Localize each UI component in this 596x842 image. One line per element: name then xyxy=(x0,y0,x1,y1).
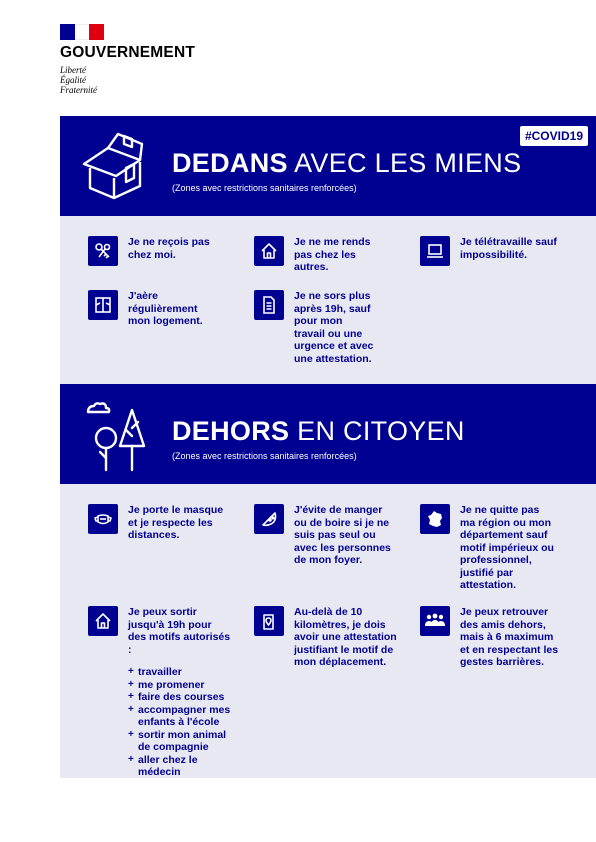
map-pin-icon xyxy=(254,606,284,636)
trees-icon xyxy=(82,400,162,474)
list-item: + accompagner mes enfants à l'école xyxy=(128,704,232,729)
hashtag-badge: #COVID19 xyxy=(520,126,588,146)
rule-item xyxy=(254,290,374,365)
government-logo xyxy=(60,24,195,95)
rule-text: J'aère régulièrement mon logement. xyxy=(128,290,203,327)
rule-text: J'évite de manger ou de boire si je ne suis pas seul ou avec les personnes de mon foyer. xyxy=(294,504,391,566)
rule-item xyxy=(254,606,398,669)
group-icon xyxy=(420,606,450,636)
house-outline-icon xyxy=(254,236,284,266)
rule-item xyxy=(420,504,554,592)
rule-text xyxy=(128,606,232,779)
section-dedans-subtitle: (Zones avec restrictions sanitaires renforcées) xyxy=(172,183,357,193)
list-item: + sortir mon animal de compagnie xyxy=(128,729,232,754)
rule-text: Je porte le masque et je respecte les distances. xyxy=(128,504,224,541)
org-name: GOUVERNEMENT xyxy=(60,44,196,61)
rule-item xyxy=(88,606,232,779)
list-item: + faire des courses xyxy=(128,691,232,704)
rule-item xyxy=(88,290,214,328)
section-dedans-header xyxy=(60,116,596,216)
rule-item xyxy=(88,236,228,266)
keys-icon xyxy=(88,236,118,266)
motto-line-3: Fraternité xyxy=(60,85,97,95)
laptop-icon xyxy=(420,236,450,266)
window-icon xyxy=(88,290,118,320)
section-dehors-panel xyxy=(60,484,596,778)
motto xyxy=(60,65,195,95)
rule-text: Je ne reçois pas chez moi. xyxy=(128,236,210,261)
house-icon xyxy=(78,130,158,202)
rule-item xyxy=(88,504,228,542)
title-rest: AVEC LES MIENS xyxy=(294,148,522,178)
motto-line-2: Égalité xyxy=(60,75,86,85)
title-bold: DEHORS xyxy=(172,416,290,446)
rule-text: Je télétravaille sauf impossibilité. xyxy=(460,236,557,261)
section-dedans-title xyxy=(172,148,521,178)
section-dehors-header xyxy=(60,384,596,484)
title-bold: DEDANS xyxy=(172,148,288,178)
list-item: + me promener xyxy=(128,679,232,692)
motives-list xyxy=(128,666,232,779)
rule-text: Je ne me rends pas chez les autres. xyxy=(294,236,371,273)
rule-item xyxy=(254,504,398,567)
rule-text: Je peux retrouver des amis dehors, mais à 6 maximum et en respectant les gestes barrières. xyxy=(460,606,559,668)
rule-text: Je ne sors plus après 19h, sauf pour mon travail ou une urgence et avec une attestation. xyxy=(294,290,374,365)
house-outline-icon xyxy=(88,606,118,636)
rule-intro: Je peux sortir jusqu'à 19h pour des motifs autorisés : xyxy=(128,606,231,656)
title-rest: EN CITOYEN xyxy=(297,416,465,446)
rule-item xyxy=(420,606,564,669)
section-dedans-panel xyxy=(60,216,596,384)
rule-text: Je ne quitte pas ma région ou mon département sauf motif impérieux ou professionnel, justifié par attestation. xyxy=(460,504,554,591)
list-item: + travailler xyxy=(128,666,232,679)
france-map-icon xyxy=(420,504,450,534)
pizza-icon xyxy=(254,504,284,534)
motto-line-1: Liberté xyxy=(60,65,86,75)
list-item: + aller chez le médecin xyxy=(128,754,232,779)
rule-item xyxy=(420,236,568,266)
section-dehors-subtitle: (Zones avec restrictions sanitaires renforcées) xyxy=(172,451,357,461)
section-dehors-title xyxy=(172,416,465,446)
rule-text: Au-delà de 10 kilomètres, je dois avoir une attestation justifiant le motif de mon déplacement. xyxy=(294,606,397,668)
flag-icon xyxy=(60,24,104,40)
document-icon xyxy=(254,290,284,320)
mask-icon xyxy=(88,504,118,534)
rule-item xyxy=(254,236,374,274)
